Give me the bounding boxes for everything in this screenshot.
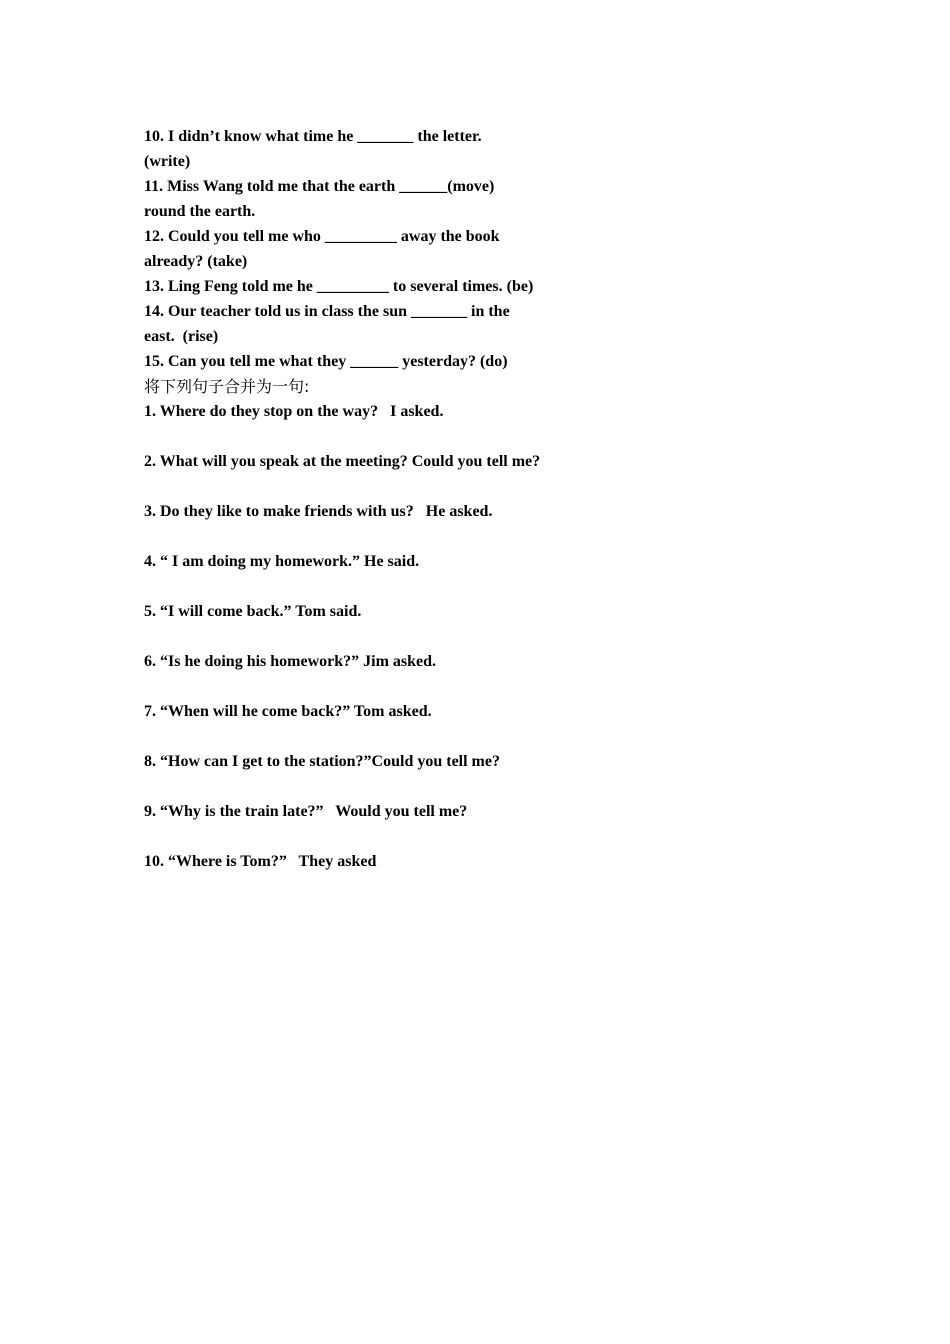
answer-space <box>144 424 604 449</box>
answer-space <box>144 674 604 699</box>
section-heading: 将下列句子合并为一句: <box>144 377 310 396</box>
combine-item-2: 2. What will you speak at the meeting? Could you tell me? <box>144 453 541 470</box>
question-11-line-2: round the earth. <box>144 203 256 220</box>
combine-item-5: 5. “I will come back.” Tom said. <box>144 603 362 620</box>
combine-item-9: 9. “Why is the train late?” Would you tell me? <box>144 803 468 820</box>
combine-item-8: 8. “How can I get to the station?”Could you tell me? <box>144 753 500 770</box>
question-10-line-2: (write) <box>144 153 191 170</box>
question-15-line-1: 15. Can you tell me what they ______ yesterday? (do) <box>144 353 508 370</box>
answer-space <box>144 824 604 849</box>
combine-item-10: 10. “Where is Tom?” They asked <box>144 853 377 870</box>
answer-space <box>144 574 604 599</box>
question-11-line-1: 11. Miss Wang told me that the earth ______(move) <box>144 178 495 195</box>
combine-item-6: 6. “Is he doing his homework?” Jim asked. <box>144 653 437 670</box>
question-12-line-1: 12. Could you tell me who _________ away the book <box>144 228 500 245</box>
answer-space <box>144 524 604 549</box>
worksheet-content <box>144 124 604 874</box>
question-10-line-1: 10. I didn’t know what time he _______ the letter. <box>144 128 482 145</box>
combine-item-4: 4. “ I am doing my homework.” He said. <box>144 553 420 570</box>
answer-space <box>144 774 604 799</box>
combine-item-7: 7. “When will he come back?” Tom asked. <box>144 703 432 720</box>
question-12-line-2: already? (take) <box>144 253 248 270</box>
combine-item-1: 1. Where do they stop on the way? I asked. <box>144 403 444 420</box>
answer-space <box>144 624 604 649</box>
question-14-line-2: east. (rise) <box>144 328 219 345</box>
combine-item-3: 3. Do they like to make friends with us? He asked. <box>144 503 493 520</box>
question-14-line-1: 14. Our teacher told us in class the sun _______ in the <box>144 303 510 320</box>
question-13-line-1: 13. Ling Feng told me he _________ to several times. (be) <box>144 278 534 295</box>
answer-space <box>144 724 604 749</box>
answer-space <box>144 474 604 499</box>
